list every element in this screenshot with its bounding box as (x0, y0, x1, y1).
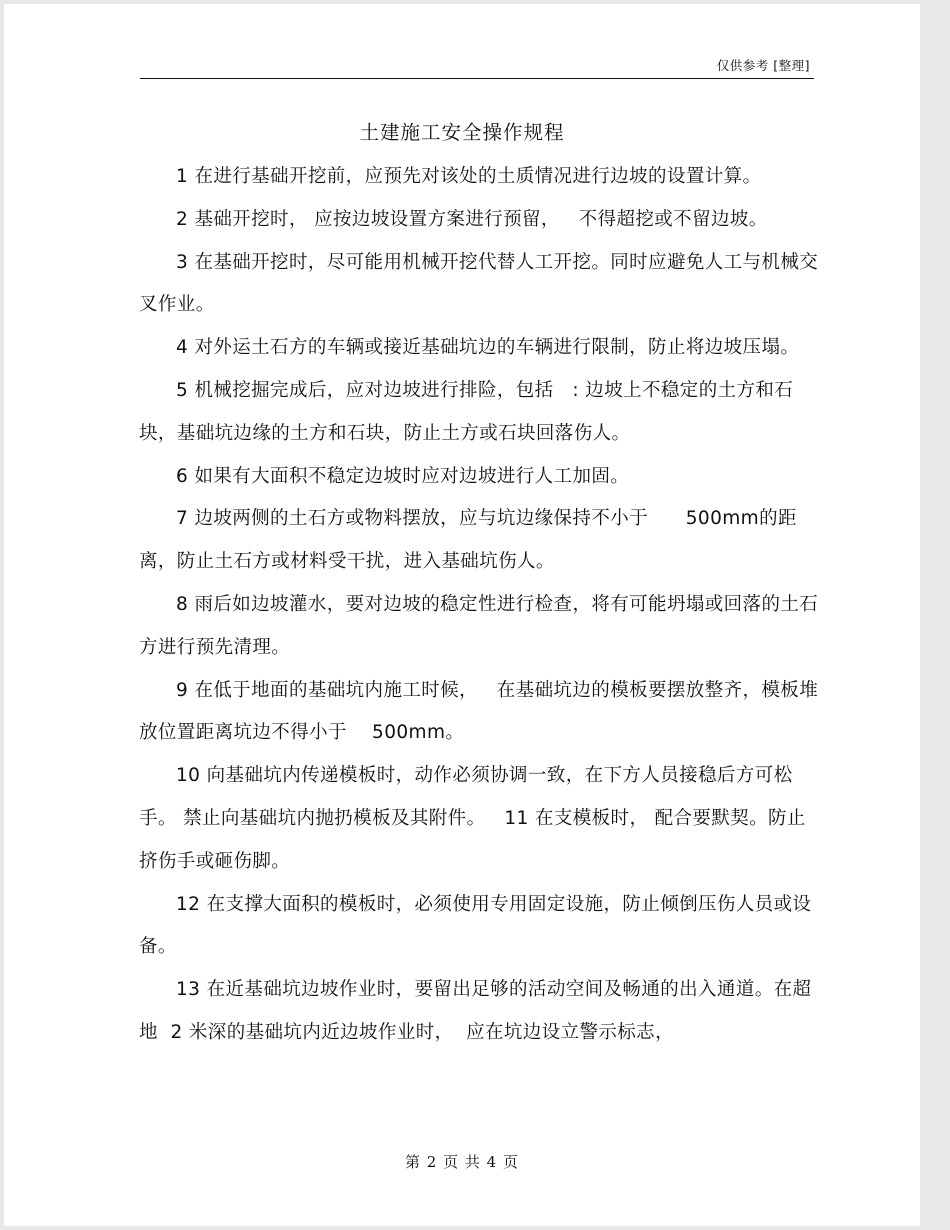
paragraph: 3 在基础开挖时，尽可能用机械开挖代替人工开挖。同时应避免人工与机械交叉作业。 (139, 251, 819, 316)
document-title: 土建施工安全操作规程 (359, 121, 565, 144)
paragraph: 2 基础开挖时， 应按边坡设置方案进行预留， 不得超挖或不留边坡。 (176, 208, 768, 230)
page-footer: 第 2 页 共 4 页 (405, 1153, 519, 1171)
paragraph: 4 对外运土石方的车辆或接近基础坑边的车辆进行限制，防止将边坡压塌。 (176, 337, 800, 359)
paragraph: 13 在近基础坑边坡作业时，要留出足够的活动空间及畅通的出入通道。在超地 2 米深的基础坑内近边坡作业时， 应在坑边设立警示标志， (139, 979, 812, 1043)
paragraph: 5 机械挖掘完成后，应对边坡进行排险，包括 : 边坡上不稳定的土方和石块，基础坑边缘的土方和石块，防止土方或石块回落伤人。 (139, 379, 794, 444)
header-note: 仅供参考 [整理] (716, 58, 810, 73)
document-body (139, 156, 819, 1055)
header-rule (140, 78, 814, 79)
paragraph: 8 雨后如边坡灌水，要对边坡的稳定性进行检查，将有可能坍塌或回落的土石方进行预先清理。 (139, 593, 819, 658)
paragraph: 6 如果有大面积不稳定边坡时应对边坡进行人工加固。 (176, 465, 630, 487)
paragraph: 1 在进行基础开挖前，应预先对该处的土质情况进行边坡的设置计算。 (176, 166, 762, 187)
paragraph: 10 向基础坑内传递模板时，动作必须协调一致，在下方人员接稳后方可松手。 禁止向基础坑内抛扔模板及其附件。 11 在支模板时， 配合要默契。防止挤伤手或砸伤脚。 (139, 765, 806, 872)
paragraph: 9 在低于地面的基础坑内施工时候， 在基础坑边的模板要摆放整齐，模板堆放位置距离坑边不得小于 500mm。 (139, 679, 819, 744)
paragraph: 7 边坡两侧的土石方或物料摆放，应与坑边缘保持不小于 500mm的距离，防止土石方或材料受干扰，进入基础坑伤人。 (139, 508, 797, 573)
paragraph: 12 在支撑大面积的模板时，必须使用专用固定设施，防止倾倒压伤人员或设备。 (139, 893, 812, 958)
document-page (4, 4, 920, 1226)
